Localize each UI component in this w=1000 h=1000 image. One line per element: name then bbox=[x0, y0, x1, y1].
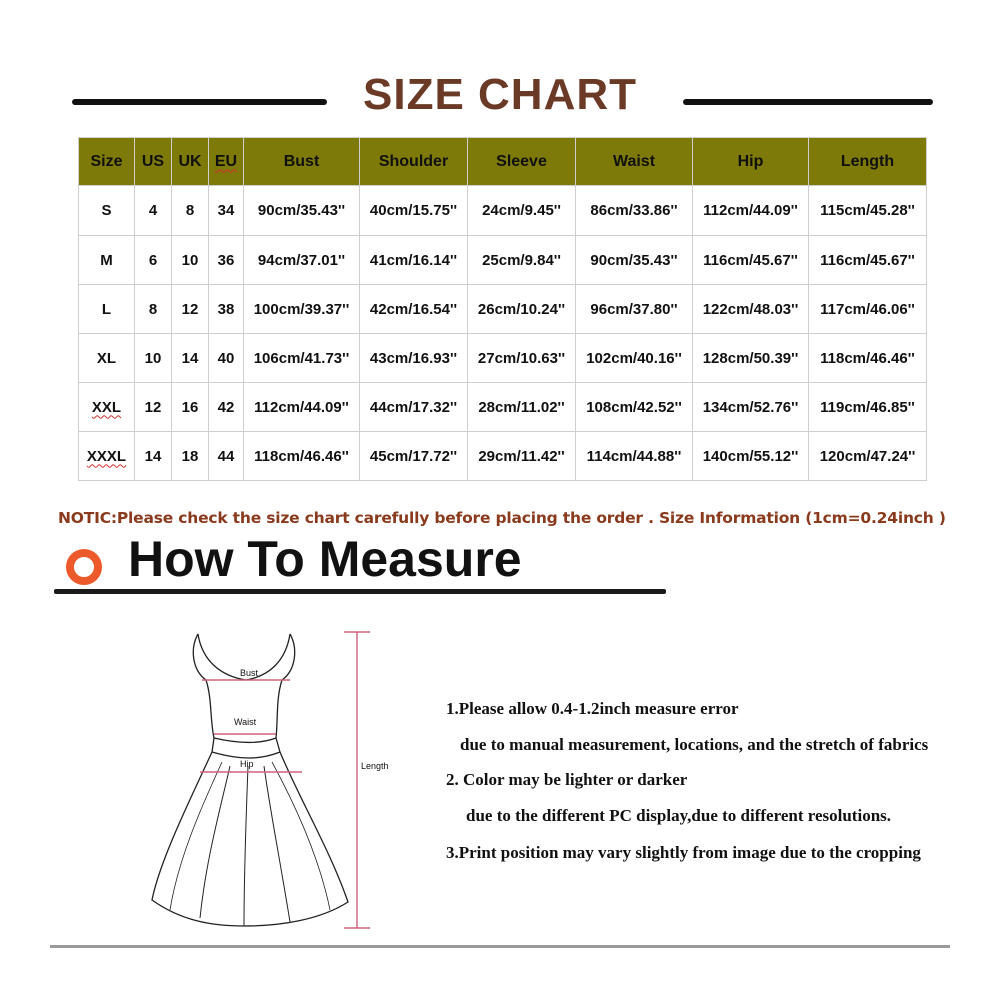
measure-guides bbox=[200, 632, 370, 928]
table-cell: 8 bbox=[135, 285, 172, 334]
table-cell: 36 bbox=[209, 236, 244, 285]
table-cell: 34 bbox=[209, 186, 244, 236]
instruction-3: 3.Print position may vary slightly from image due to the cropping bbox=[446, 843, 921, 862]
measure-heading-rule bbox=[54, 589, 666, 594]
size-notice: NOTIC:Please check the size chart carefully before placing the order . Size Information (1cm=0.24inch ) bbox=[58, 509, 946, 527]
header-eu: EU bbox=[209, 138, 244, 186]
table-cell: 90cm/35.43'' bbox=[576, 236, 693, 285]
table-cell: 42 bbox=[209, 383, 244, 432]
table-cell: 140cm/55.12'' bbox=[693, 432, 809, 481]
table-cell-size: XXL bbox=[79, 383, 135, 432]
table-cell: 115cm/45.28'' bbox=[809, 186, 927, 236]
table-cell: 41cm/16.14'' bbox=[360, 236, 468, 285]
table-cell-size: S bbox=[79, 186, 135, 236]
table-cell: 8 bbox=[172, 186, 209, 236]
table-cell: 38 bbox=[209, 285, 244, 334]
table-cell: 28cm/11.02'' bbox=[468, 383, 576, 432]
header-size: Size bbox=[79, 138, 135, 186]
table-cell: 94cm/37.01'' bbox=[244, 236, 360, 285]
table-cell: 29cm/11.42'' bbox=[468, 432, 576, 481]
table-cell: 90cm/35.43'' bbox=[244, 186, 360, 236]
instruction-1-detail: due to manual measurement, locations, and the stretch of fabrics bbox=[460, 735, 929, 754]
table-cell: 18 bbox=[172, 432, 209, 481]
bust-label: Bust bbox=[240, 668, 259, 678]
table-cell: 118cm/46.46'' bbox=[809, 334, 927, 383]
table-cell: 116cm/45.67'' bbox=[693, 236, 809, 285]
table-cell: 116cm/45.67'' bbox=[809, 236, 927, 285]
table-cell: 12 bbox=[172, 285, 209, 334]
table-cell: 42cm/16.54'' bbox=[360, 285, 468, 334]
table-cell: 24cm/9.45'' bbox=[468, 186, 576, 236]
table-cell: 44 bbox=[209, 432, 244, 481]
header-hip: Hip bbox=[693, 138, 809, 186]
table-cell: 27cm/10.63'' bbox=[468, 334, 576, 383]
header-us: US bbox=[135, 138, 172, 186]
table-cell: 44cm/17.32'' bbox=[360, 383, 468, 432]
table-cell: 12 bbox=[135, 383, 172, 432]
table-cell: 14 bbox=[172, 334, 209, 383]
table-cell: 45cm/17.72'' bbox=[360, 432, 468, 481]
table-cell: 96cm/37.80'' bbox=[576, 285, 693, 334]
table-row bbox=[79, 285, 927, 334]
measure-heading: How To Measure bbox=[128, 531, 522, 587]
table-cell-size: XXXL bbox=[79, 432, 135, 481]
table-cell: 106cm/41.73'' bbox=[244, 334, 360, 383]
table-cell: 108cm/42.52'' bbox=[576, 383, 693, 432]
table-cell: 102cm/40.16'' bbox=[576, 334, 693, 383]
instruction-2-detail: due to the different PC display,due to different resolutions. bbox=[466, 806, 892, 825]
table-cell: 40cm/15.75'' bbox=[360, 186, 468, 236]
instruction-2: 2. Color may be lighter or darker bbox=[446, 770, 688, 789]
table-cell: 10 bbox=[135, 334, 172, 383]
table-cell: 40 bbox=[209, 334, 244, 383]
table-cell: 10 bbox=[172, 236, 209, 285]
table-cell: 86cm/33.86'' bbox=[576, 186, 693, 236]
table-cell: 119cm/46.85'' bbox=[809, 383, 927, 432]
table-row bbox=[79, 186, 927, 236]
table-row bbox=[79, 236, 927, 285]
table-cell: 112cm/44.09'' bbox=[693, 186, 809, 236]
header-shoulder: Shoulder bbox=[360, 138, 468, 186]
table-cell: 26cm/10.24'' bbox=[468, 285, 576, 334]
table-cell: 4 bbox=[135, 186, 172, 236]
table-row bbox=[79, 334, 927, 383]
waist-label: Waist bbox=[234, 717, 257, 727]
table-cell: 117cm/46.06'' bbox=[809, 285, 927, 334]
table-cell: 112cm/44.09'' bbox=[244, 383, 360, 432]
table-cell: 43cm/16.93'' bbox=[360, 334, 468, 383]
table-row bbox=[79, 383, 927, 432]
table-cell-size: L bbox=[79, 285, 135, 334]
size-table bbox=[78, 137, 927, 481]
header-length: Length bbox=[809, 138, 927, 186]
bullet-circle-icon bbox=[66, 549, 102, 585]
table-cell-size: M bbox=[79, 236, 135, 285]
table-cell: 120cm/47.24'' bbox=[809, 432, 927, 481]
size-chart-title: SIZE CHART bbox=[363, 70, 637, 119]
table-cell: 114cm/44.88'' bbox=[576, 432, 693, 481]
header-sleeve: Sleeve bbox=[468, 138, 576, 186]
hip-label: Hip bbox=[240, 759, 254, 769]
header-waist: Waist bbox=[576, 138, 693, 186]
bottom-rule bbox=[50, 945, 950, 948]
table-cell: 100cm/39.37'' bbox=[244, 285, 360, 334]
header-bust: Bust bbox=[244, 138, 360, 186]
table-cell: 14 bbox=[135, 432, 172, 481]
table-cell: 128cm/50.39'' bbox=[693, 334, 809, 383]
length-label: Length bbox=[361, 761, 389, 771]
header-uk: UK bbox=[172, 138, 209, 186]
table-row bbox=[79, 432, 927, 481]
title-rule-right bbox=[683, 99, 933, 105]
table-cell: 25cm/9.84'' bbox=[468, 236, 576, 285]
table-cell: 6 bbox=[135, 236, 172, 285]
table-cell: 122cm/48.03'' bbox=[693, 285, 809, 334]
table-cell: 16 bbox=[172, 383, 209, 432]
table-cell: 118cm/46.46'' bbox=[244, 432, 360, 481]
dress-diagram bbox=[130, 620, 420, 940]
instruction-1: 1.Please allow 0.4-1.2inch measure error bbox=[446, 699, 739, 718]
table-cell-size: XL bbox=[79, 334, 135, 383]
table-cell: 134cm/52.76'' bbox=[693, 383, 809, 432]
table-header-row bbox=[79, 138, 927, 186]
